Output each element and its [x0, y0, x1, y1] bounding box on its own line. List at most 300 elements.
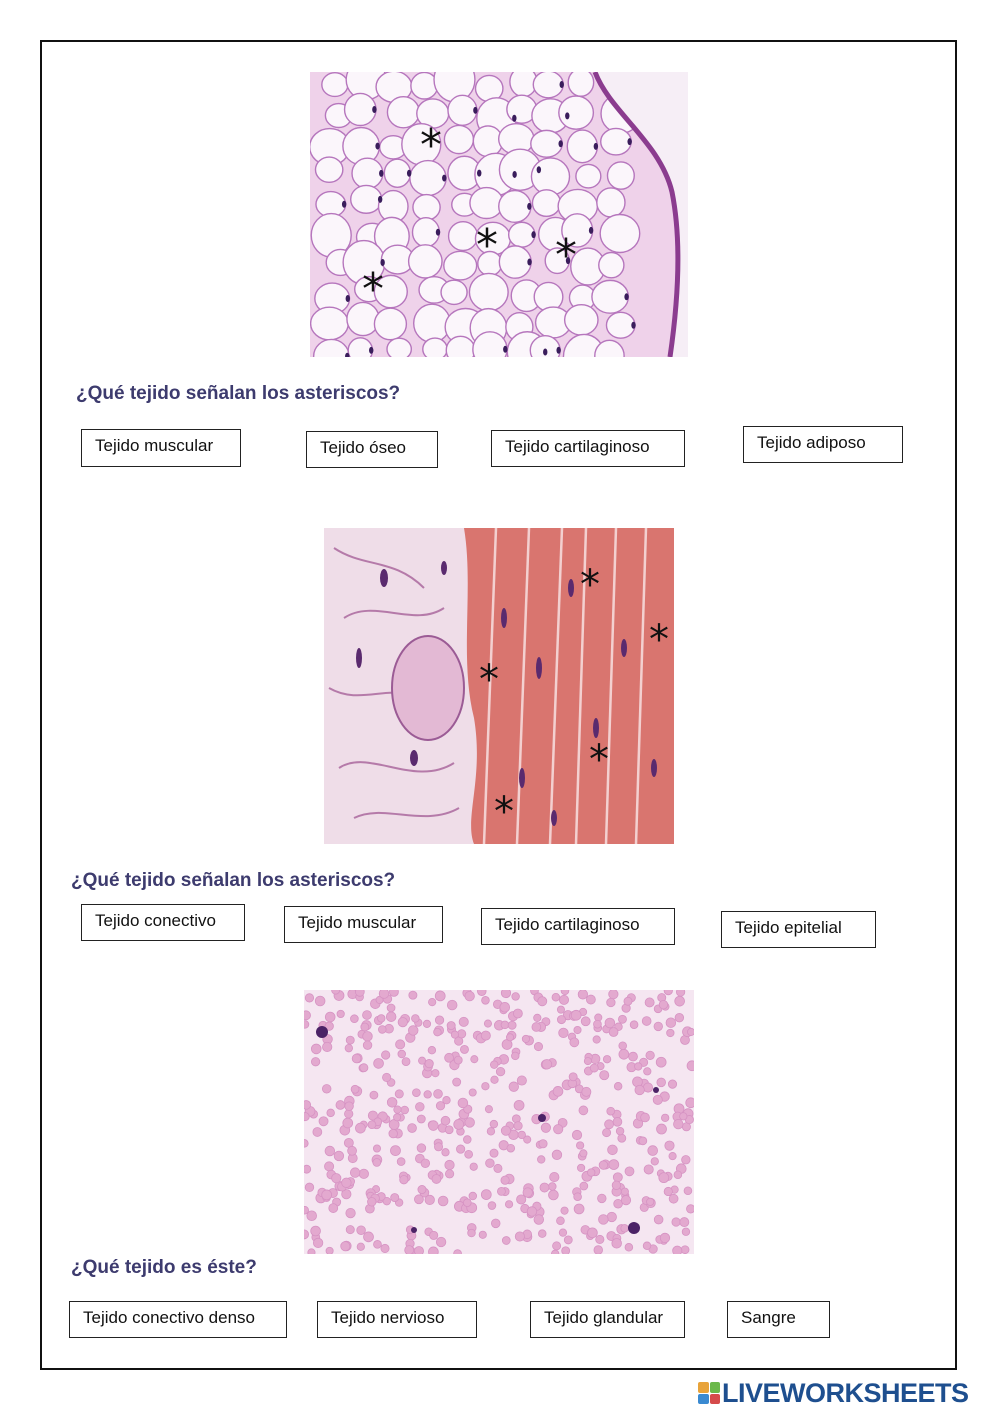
red-blood-cell — [587, 1169, 595, 1177]
red-blood-cell — [434, 1028, 442, 1036]
red-blood-cell — [518, 1131, 526, 1139]
red-blood-cell — [465, 1150, 473, 1158]
red-blood-cell — [490, 1061, 498, 1069]
fat-cell — [567, 130, 597, 163]
cell-nucleus — [624, 293, 628, 300]
red-blood-cell — [465, 1118, 475, 1128]
fat-cell — [423, 338, 447, 357]
answer-option[interactable]: Tejido óseo — [306, 431, 438, 468]
red-blood-cell — [332, 1174, 341, 1183]
red-blood-cell — [639, 1137, 647, 1145]
cell-nucleus — [375, 143, 379, 150]
asterisk-mark: * — [420, 120, 442, 171]
red-blood-cell — [630, 1021, 638, 1029]
red-blood-cell — [355, 990, 364, 996]
red-blood-cell — [619, 1049, 629, 1059]
red-blood-cell — [389, 1129, 398, 1138]
red-blood-cell — [497, 1187, 505, 1195]
fat-cell — [352, 158, 383, 188]
fat-cell — [601, 128, 631, 154]
red-blood-cell — [643, 1242, 651, 1250]
red-blood-cell — [435, 1016, 443, 1024]
red-blood-cell — [471, 1056, 478, 1063]
red-blood-cell — [396, 1040, 405, 1049]
red-blood-cell — [680, 1113, 687, 1120]
answer-option[interactable]: Tejido cartilaginoso — [491, 430, 685, 467]
red-blood-cell — [346, 1036, 354, 1044]
red-blood-cell — [607, 998, 615, 1006]
red-blood-cell — [374, 1240, 382, 1248]
red-blood-cell — [442, 1149, 449, 1156]
red-blood-cell — [511, 1052, 519, 1060]
red-blood-cell — [594, 1246, 603, 1254]
red-blood-cell — [553, 1242, 561, 1250]
red-blood-cell — [322, 1084, 331, 1093]
answer-option[interactable]: Tejido muscular — [284, 906, 443, 943]
red-blood-cell — [373, 1145, 380, 1152]
red-blood-cell — [360, 1064, 368, 1072]
red-blood-cell — [664, 990, 672, 995]
red-blood-cell — [586, 995, 595, 1004]
red-blood-cell — [398, 1017, 407, 1026]
red-blood-cell — [377, 1015, 385, 1023]
cell-nucleus — [372, 106, 376, 113]
red-blood-cell — [669, 1194, 678, 1203]
fat-cell — [532, 190, 560, 217]
red-blood-cell — [408, 1124, 417, 1133]
red-blood-cell — [619, 1042, 627, 1050]
asterisk-mark: * — [580, 562, 600, 608]
fat-cell — [345, 93, 376, 125]
red-blood-cell — [684, 1187, 692, 1195]
asterisk-mark: * — [589, 737, 609, 783]
red-blood-cell — [621, 1225, 629, 1233]
red-blood-cell — [540, 1183, 549, 1192]
red-blood-cell — [487, 1128, 495, 1136]
fat-cell — [531, 130, 562, 157]
red-blood-cell — [584, 1057, 591, 1064]
red-blood-cell — [576, 1142, 583, 1149]
red-blood-cell — [645, 998, 654, 1007]
red-blood-cell — [454, 1250, 462, 1254]
red-blood-cell — [613, 1173, 622, 1182]
red-blood-cell — [311, 1058, 319, 1066]
red-blood-cell — [345, 1044, 353, 1052]
red-blood-cell — [313, 1238, 322, 1247]
red-blood-cell — [557, 1006, 564, 1013]
cell-nucleus — [594, 143, 598, 150]
cell-nucleus — [543, 349, 547, 356]
fat-cell — [565, 305, 598, 335]
cell-nucleus — [558, 140, 562, 147]
red-blood-cell — [363, 1011, 372, 1020]
cell-nucleus — [527, 259, 531, 266]
red-blood-cell — [334, 1151, 344, 1161]
red-blood-cell — [641, 1113, 650, 1122]
red-blood-cell — [559, 1028, 569, 1038]
fat-cell — [348, 338, 372, 357]
red-blood-cell — [569, 1073, 577, 1081]
red-blood-cell — [534, 1042, 542, 1050]
red-blood-cell — [394, 1106, 401, 1113]
red-blood-cell — [538, 1230, 546, 1238]
red-blood-cell — [430, 1231, 438, 1239]
red-blood-cell — [574, 1026, 581, 1033]
red-blood-cell — [456, 1145, 464, 1153]
red-blood-cell — [578, 990, 587, 999]
red-blood-cell — [502, 1237, 510, 1245]
red-blood-cell — [501, 990, 510, 998]
red-blood-cell — [390, 1146, 400, 1156]
asterisk-mark: * — [494, 789, 514, 835]
red-blood-cell — [460, 1045, 468, 1053]
red-blood-cell — [676, 990, 684, 996]
fat-cell — [387, 338, 411, 357]
red-blood-cell — [343, 1118, 353, 1128]
red-blood-cell — [324, 1162, 333, 1171]
question-1-prompt: ¿Qué tejido señalan los asteriscos? — [76, 383, 401, 404]
red-blood-cell — [612, 1181, 621, 1190]
red-blood-cell — [378, 1026, 386, 1034]
red-blood-cell — [594, 1020, 602, 1028]
red-blood-cell — [465, 991, 475, 1001]
red-blood-cell — [336, 1101, 345, 1110]
red-blood-cell — [447, 1021, 455, 1029]
red-blood-cell — [507, 1144, 515, 1152]
answer-option[interactable]: Tejido cartilaginoso — [481, 908, 675, 945]
red-blood-cell — [490, 1120, 498, 1128]
red-blood-cell — [579, 1106, 588, 1115]
red-blood-cell — [414, 1195, 423, 1204]
red-blood-cell — [469, 1089, 476, 1096]
red-blood-cell — [459, 1017, 468, 1026]
cell-nucleus — [477, 170, 481, 177]
red-blood-cell — [686, 1098, 694, 1108]
red-blood-cell — [552, 993, 560, 1001]
red-blood-cell — [550, 1172, 559, 1181]
red-blood-cell — [409, 991, 417, 999]
red-blood-cell — [665, 1141, 674, 1150]
red-blood-cell — [454, 1119, 464, 1129]
red-blood-cell — [654, 1022, 663, 1031]
red-blood-cell — [598, 1194, 607, 1203]
red-blood-cell — [599, 1215, 609, 1225]
red-blood-cell — [332, 990, 340, 994]
red-blood-cell — [609, 990, 618, 999]
red-blood-cell — [463, 1136, 471, 1144]
cell-nucleus — [442, 175, 446, 182]
red-blood-cell — [582, 1087, 591, 1096]
red-blood-cell — [311, 1044, 321, 1054]
answer-option[interactable]: Tejido adiposo — [743, 426, 903, 463]
red-blood-cell — [644, 1165, 653, 1174]
red-blood-cell — [434, 1089, 443, 1098]
fat-cell — [449, 222, 478, 251]
fat-cell — [315, 157, 342, 182]
red-blood-cell — [342, 1178, 352, 1188]
fat-cell — [592, 280, 628, 313]
fat-cell — [499, 246, 531, 278]
red-blood-cell — [341, 1242, 350, 1251]
fat-cell — [413, 195, 440, 220]
fat-cell — [448, 95, 477, 125]
red-blood-cell — [574, 1204, 584, 1214]
answer-option[interactable]: Sangre — [727, 1301, 830, 1338]
red-blood-cell — [351, 1085, 359, 1093]
red-blood-cell — [541, 1123, 550, 1132]
red-blood-cell — [490, 1149, 498, 1157]
red-blood-cell — [572, 1130, 581, 1139]
red-blood-cell — [393, 1114, 400, 1121]
red-blood-cell — [428, 1247, 438, 1254]
red-blood-cell — [557, 1015, 565, 1023]
red-blood-cell — [428, 998, 435, 1005]
red-blood-cell — [680, 1218, 689, 1227]
red-blood-cell — [414, 1246, 423, 1254]
red-blood-cell — [500, 1002, 510, 1012]
red-blood-cell — [326, 1247, 333, 1254]
red-blood-cell — [445, 1126, 453, 1134]
red-blood-cell — [481, 1190, 491, 1200]
red-blood-cell — [323, 1042, 332, 1051]
red-blood-cell — [660, 1233, 669, 1242]
red-blood-cell — [304, 1140, 308, 1148]
red-blood-cell — [607, 1107, 615, 1115]
fat-cell — [322, 73, 348, 97]
red-blood-cell — [587, 1228, 597, 1238]
red-blood-cell — [603, 1129, 611, 1137]
red-blood-cell — [659, 1173, 669, 1183]
red-blood-cell — [508, 1021, 516, 1029]
red-blood-cell — [381, 1051, 389, 1059]
red-blood-cell — [327, 1109, 335, 1117]
red-blood-cell — [608, 1145, 618, 1155]
red-blood-cell — [561, 990, 569, 995]
red-blood-cell — [559, 995, 568, 1004]
question-3-prompt: ¿Qué tejido es éste? — [71, 1257, 257, 1278]
red-blood-cell — [675, 1013, 684, 1022]
red-blood-cell — [673, 1246, 682, 1254]
fat-cell — [531, 158, 569, 195]
red-blood-cell — [496, 1067, 505, 1076]
red-blood-cell — [344, 1110, 352, 1118]
red-blood-cell — [482, 996, 490, 1004]
red-blood-cell — [367, 1198, 376, 1207]
red-blood-cell — [522, 1035, 529, 1042]
red-blood-cell — [363, 1041, 372, 1050]
red-blood-cell — [368, 1121, 376, 1129]
red-blood-cell — [538, 997, 547, 1006]
fat-cell — [444, 125, 473, 153]
red-blood-cell — [501, 1126, 510, 1135]
red-blood-cell — [681, 1246, 689, 1254]
red-blood-cell — [571, 1010, 581, 1020]
cell-nucleus — [346, 295, 350, 302]
fat-cell — [387, 97, 419, 128]
red-blood-cell — [494, 1164, 502, 1172]
red-blood-cell — [599, 1161, 608, 1170]
cell-nucleus — [531, 231, 535, 238]
red-blood-cell — [629, 1052, 638, 1061]
liveworksheets-logo-icon — [698, 1382, 720, 1404]
red-blood-cell — [513, 1009, 522, 1018]
answer-option[interactable]: Tejido conectivo denso — [69, 1301, 287, 1338]
cell-nucleus — [560, 81, 564, 88]
answer-option[interactable]: Tejido conectivo — [81, 904, 245, 941]
red-blood-cell — [515, 1232, 524, 1241]
fat-cell — [311, 307, 349, 340]
red-blood-cell — [469, 1192, 477, 1200]
red-blood-cell — [428, 1046, 436, 1054]
cell-nucleus — [369, 347, 373, 354]
red-blood-cell — [477, 990, 486, 996]
fat-cell — [351, 185, 382, 213]
red-blood-cell — [391, 1193, 399, 1201]
red-blood-cell — [453, 1078, 461, 1086]
cell-nucleus — [627, 138, 631, 145]
red-blood-cell — [491, 1219, 500, 1228]
red-blood-cell — [434, 1143, 442, 1151]
cell-nucleus — [436, 229, 440, 236]
red-blood-cell — [481, 1031, 490, 1040]
liveworksheets-brand — [698, 1376, 969, 1410]
red-blood-cell — [443, 1096, 451, 1104]
red-blood-cell — [468, 1229, 476, 1237]
red-blood-cell — [552, 1150, 562, 1160]
fat-cell — [444, 251, 477, 280]
fat-cell — [409, 245, 442, 278]
red-blood-cell — [539, 1140, 547, 1148]
red-blood-cell — [470, 1163, 477, 1170]
answer-option[interactable]: Tejido nervioso — [317, 1301, 477, 1338]
red-blood-cell — [311, 1226, 321, 1236]
cell-nucleus — [378, 196, 382, 203]
fat-cell — [509, 222, 535, 247]
fat-cell — [600, 215, 640, 253]
red-blood-cell — [654, 1215, 663, 1224]
red-blood-cell — [616, 1127, 624, 1135]
red-blood-cell — [432, 1174, 441, 1183]
red-blood-cell — [389, 990, 398, 996]
red-blood-cell — [386, 1012, 396, 1022]
red-blood-cell — [447, 1000, 457, 1010]
red-blood-cell — [564, 1236, 572, 1244]
red-blood-cell — [401, 1106, 409, 1114]
red-blood-cell — [454, 1056, 462, 1064]
red-blood-cell — [534, 1215, 544, 1225]
cell-nucleus — [342, 201, 346, 208]
red-blood-cell — [359, 1169, 368, 1178]
red-blood-cell — [421, 1159, 430, 1168]
answer-option[interactable]: Tejido muscular — [81, 429, 241, 467]
red-blood-cell — [304, 1112, 309, 1120]
red-blood-cell — [304, 1165, 311, 1173]
red-blood-cell — [313, 1128, 322, 1137]
red-blood-cell — [382, 1073, 390, 1081]
red-blood-cell — [505, 1201, 512, 1208]
red-blood-cell — [618, 1134, 626, 1142]
fat-cell — [597, 188, 625, 217]
red-blood-cell — [668, 1080, 676, 1088]
red-blood-cell — [674, 1119, 684, 1129]
red-blood-cell — [415, 1102, 424, 1111]
red-blood-cell — [402, 1058, 410, 1066]
red-blood-cell — [577, 1164, 584, 1171]
cell-nucleus — [407, 170, 411, 177]
red-blood-cell — [554, 1125, 563, 1134]
red-blood-cell — [337, 1010, 344, 1017]
red-blood-cell — [387, 1004, 395, 1012]
red-blood-cell — [613, 1117, 622, 1126]
fat-cell — [568, 72, 593, 96]
red-blood-cell — [429, 1121, 439, 1131]
red-blood-cell — [581, 1017, 590, 1026]
red-blood-cell — [501, 1021, 509, 1029]
red-blood-cell — [561, 1207, 568, 1214]
red-blood-cell — [651, 1158, 658, 1165]
red-blood-cell — [445, 1170, 453, 1178]
red-blood-cell — [648, 1146, 658, 1156]
red-blood-cell — [647, 1198, 654, 1205]
red-blood-cell — [304, 1101, 311, 1110]
red-blood-cell — [549, 1190, 559, 1200]
asterisk-mark: * — [555, 230, 577, 281]
red-blood-cell — [542, 1059, 552, 1069]
red-blood-cell — [642, 1017, 651, 1026]
red-blood-cell — [624, 997, 632, 1005]
cell-nucleus — [379, 170, 383, 177]
red-blood-cell — [370, 1091, 378, 1099]
red-blood-cell — [352, 1054, 361, 1063]
red-blood-cell — [534, 1014, 541, 1021]
answer-option[interactable]: Tejido epitelial — [721, 911, 876, 948]
red-blood-cell — [425, 1059, 433, 1067]
red-blood-cell — [346, 1208, 355, 1217]
red-blood-cell — [417, 1144, 426, 1153]
red-blood-cell — [603, 1055, 610, 1062]
red-blood-cell — [397, 1158, 405, 1166]
red-blood-cell — [363, 1032, 373, 1042]
red-blood-cell — [485, 1106, 492, 1113]
red-blood-cell — [364, 1232, 374, 1242]
red-blood-cell — [672, 1218, 680, 1226]
red-blood-cell — [669, 1152, 676, 1159]
red-blood-cell — [322, 1190, 332, 1200]
red-blood-cell — [482, 1083, 489, 1090]
red-blood-cell — [514, 1122, 522, 1130]
red-blood-cell — [621, 1195, 630, 1204]
answer-option[interactable]: Tejido glandular — [530, 1301, 685, 1338]
red-blood-cell — [605, 1018, 615, 1028]
fat-cell — [599, 252, 624, 277]
red-blood-cell — [553, 1086, 563, 1096]
red-blood-cell — [574, 1193, 582, 1201]
red-blood-cell — [634, 1063, 642, 1071]
red-blood-cell — [666, 1018, 676, 1028]
red-blood-cell — [643, 1083, 652, 1092]
red-blood-cell — [319, 1117, 328, 1126]
red-blood-cell — [657, 1078, 666, 1087]
cell-nucleus — [527, 203, 531, 210]
red-blood-cell — [351, 1015, 359, 1023]
red-blood-cell — [491, 1076, 498, 1083]
red-blood-cell — [600, 1071, 609, 1080]
red-blood-cell — [308, 1249, 315, 1254]
red-blood-cell — [646, 1051, 654, 1059]
red-blood-cell — [506, 1034, 513, 1041]
red-blood-cell — [425, 1195, 434, 1204]
fat-cell — [470, 188, 503, 219]
